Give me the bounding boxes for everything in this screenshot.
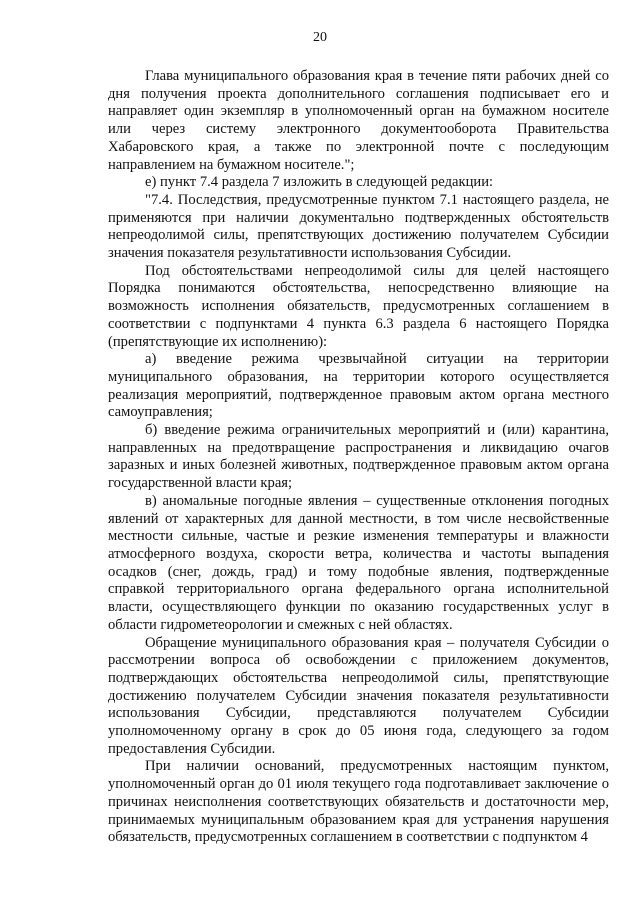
page-number: 20	[313, 30, 327, 45]
paragraph: "7.4. Последствия, предусмотренные пунктом 7.1 настоящего раздела, не применяются при наличии документально подтвержденных обстоятельств непреодолимой силы, препятствующих достижению получателем Субсидии значения показателя результативности использования Субсидии.	[108, 191, 609, 262]
paragraph: б) введение режима ограничительных мероприятий и (или) карантина, направленных на предотвращение распространения и ликвидацию очагов заразных и иных болезней животных, подтвержденное правовым актом органа государственной власти края;	[108, 422, 609, 492]
paragraph: При наличии оснований, предусмотренных настоящим пунктом, уполномоченный орган до 01 июля текущего года подготавливает заключение о причинах неисполнения соответствующих обязательств и достаточности мер, принимаемых муниципальным образованием края для устранения нарушения обязательств, предусмотренных соглашением в соответствии с подпунктом 4	[108, 758, 609, 846]
paragraph: Под обстоятельствами непреодолимой силы для целей настоящего Порядка понимаются обстоятельства, непосредственно влияющие на возможность исполнения обязательств, предусмотренных соглашением в соответствии с подпунктами 4 пункта 6.3 раздела 6 настоящего Порядка (препятствующие их исполнению):	[108, 262, 609, 350]
paragraph: Обращение муниципального образования края – получателя Субсидии о рассмотрении вопроса об освобождении с приложением документов, подтверждающих обстоятельства непреодолимой силы, препятствующие достижению получателем Субсидии значения показателя результативности использования Субсидии, представляются получателем Субсидии уполномоченному органу в срок до 05 июня года, следующего за годом предоставления Субсидии.	[108, 634, 609, 757]
paragraph: а) введение режима чрезвычайной ситуации на территории муниципального образования, на территории которого осуществляется реализация мероприятий, подтвержденное правовым актом органа местного самоуправления;	[108, 351, 609, 421]
document-body	[108, 68, 609, 847]
paragraph: Глава муниципального образования края в течение пяти рабочих дней со дня получения проекта дополнительного соглашения подписывает его и направляет один экземпляр в уполномоченный орган на бумажном носителе или через систему электронного документооборота Правительства Хабаровского края, а также по электронной почте с последующим направлением на бумажном носителе.";	[108, 68, 609, 173]
paragraph: е) пункт 7.4 раздела 7 изложить в следующей редакции:	[145, 174, 494, 191]
paragraph: в) аномальные погодные явления – существенные отклонения погодных явлений от характерных для данной местности, в том числе несвойственные местности сильные, частые и резкие изменения температуры и влажности атмосферного воздуха, скорости ветра, количества и частоты выпадения осадков (снег, дождь, град) и тому подобные явления, подтвержденные справкой территориального органа федерального органа исполнительной власти, осуществляющего функции по оказанию государственных услуг в области гидрометеорологии и смежных с ней областях.	[108, 492, 609, 633]
